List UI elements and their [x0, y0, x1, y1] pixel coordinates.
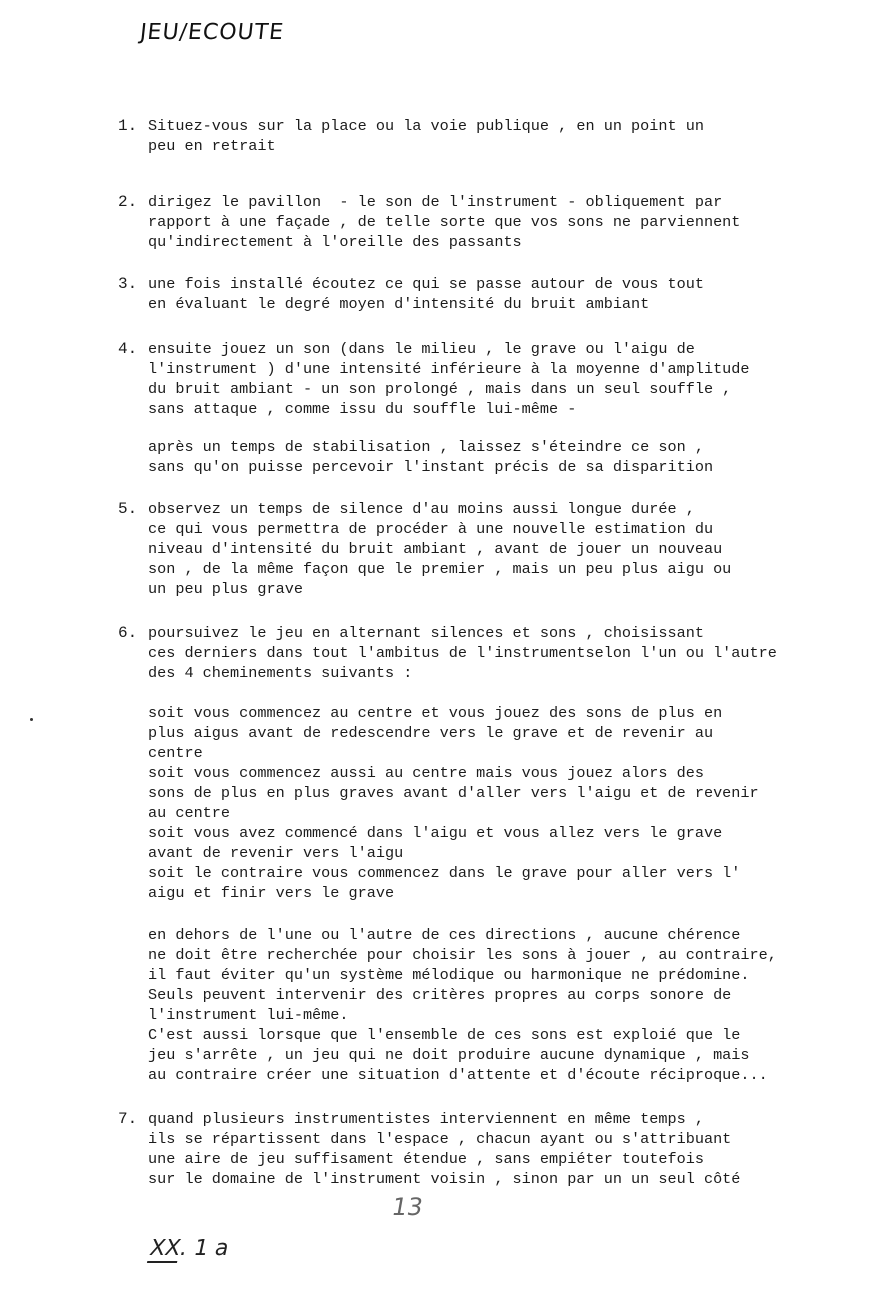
item-number: 2.	[118, 193, 138, 211]
text-line: l'instrument lui-même.	[148, 1006, 349, 1024]
text-line: ne doit être recherchée pour choisir les sons à jouer , au contraire,	[148, 946, 777, 964]
text-line: après un temps de stabilisation , laissez s'éteindre ce son ,	[148, 438, 704, 456]
text-line: qu'indirectement à l'oreille des passants	[148, 233, 522, 251]
page-title: JEU/ECOUTE	[138, 20, 286, 45]
text-line: aigu et finir vers le grave	[148, 884, 395, 902]
text-line: ce qui vous permettra de procéder à une nouvelle estimation du	[148, 520, 714, 538]
text-line: avant de revenir vers l'aigu	[148, 844, 404, 862]
text-line: soit vous commencez au centre et vous jouez des sons de plus en	[148, 704, 723, 722]
list-item	[112, 116, 857, 156]
text-line: des 4 cheminements suivants :	[148, 664, 413, 682]
list-item	[112, 274, 857, 314]
item-number: 7.	[118, 1110, 138, 1128]
text-line: jeu s'arrête , un jeu qui ne doit produire aucune dynamique , mais	[148, 1046, 750, 1064]
text-line: Situez-vous sur la place ou la voie publique , en un point un	[148, 117, 704, 135]
item-number: 5.	[118, 500, 138, 518]
text-line: du bruit ambiant - un son prolongé , mais dans un seul souffle ,	[148, 380, 732, 398]
instructions-list	[112, 116, 857, 1189]
text-line: une aire de jeu suffisament étendue , sans empiéter toutefois	[148, 1150, 704, 1168]
text-line: une fois installé écoutez ce qui se passe autour de vous tout	[148, 275, 704, 293]
text-line: ces derniers dans tout l'ambitus de l'instrumentselon l'un ou l'autre	[148, 644, 777, 662]
text-line: peu en retrait	[148, 137, 276, 155]
text-line: soit le contraire vous commencez dans le grave pour aller vers l'	[148, 864, 741, 882]
text-line: soit vous avez commencé dans l'aigu et vous allez vers le grave	[148, 824, 723, 842]
text-line: soit vous commencez aussi au centre mais vous jouez alors des	[148, 764, 704, 782]
text-line: Seuls peuvent intervenir des critères propres au corps sonore de	[148, 986, 732, 1004]
text-line: il faut éviter qu'un système mélodique ou harmonique ne prédomine.	[148, 966, 750, 984]
reference-prefix: XX	[147, 1236, 183, 1261]
list-item	[112, 499, 857, 599]
list-item	[112, 339, 857, 477]
list-item	[112, 1109, 857, 1189]
text-line: poursuivez le jeu en alternant silences et sons , choisissant	[148, 624, 704, 642]
text-line: sans qu'on puisse percevoir l'instant précis de sa disparition	[148, 458, 714, 476]
text-line: plus aigus avant de redescendre vers le grave et de revenir au	[148, 724, 714, 742]
list-item	[112, 623, 857, 1085]
margin-speck	[30, 718, 33, 721]
text-line: au contraire créer une situation d'attente et d'écoute réciproque...	[148, 1066, 768, 1084]
page-number: 13	[389, 1193, 426, 1221]
item-number: 6.	[118, 624, 138, 642]
text-line: centre	[148, 744, 203, 762]
text-line: niveau d'intensité du bruit ambiant , avant de jouer un nouveau	[148, 540, 723, 558]
text-line: en évaluant le degré moyen d'intensité du bruit ambiant	[148, 295, 650, 313]
reference-suffix: . 1 a	[177, 1236, 232, 1261]
text-line: C'est aussi lorsque que l'ensemble de ces sons est exploié que le	[148, 1026, 741, 1044]
text-line: ensuite jouez un son (dans le milieu , le grave ou l'aigu de	[148, 340, 695, 358]
text-line: quand plusieurs instrumentistes interviennent en même temps ,	[148, 1110, 704, 1128]
item-number: 4.	[118, 340, 138, 358]
text-line: dirigez le pavillon - le son de l'instrument - obliquement par	[148, 193, 723, 211]
text-line: sons de plus en plus graves avant d'aller vers l'aigu et de revenir	[148, 784, 759, 802]
item-number: 3.	[118, 275, 138, 293]
text-line: un peu plus grave	[148, 580, 303, 598]
text-line: ils se répartissent dans l'espace , chacun ayant ou s'attribuant	[148, 1130, 732, 1148]
text-line: l'instrument ) d'une intensité inférieure à la moyenne d'amplitude	[148, 360, 750, 378]
text-line: rapport à une façade , de telle sorte que vos sons ne parviennent	[148, 213, 741, 231]
text-line: observez un temps de silence d'au moins aussi longue durée ,	[148, 500, 695, 518]
item-number: 1.	[118, 117, 138, 135]
text-line: sur le domaine de l'instrument voisin , sinon par un un seul côté	[148, 1170, 741, 1188]
text-line: sans attaque , comme issu du souffle lui-même -	[148, 400, 577, 418]
text-line: au centre	[148, 804, 231, 822]
text-line: son , de la même façon que le premier , mais un peu plus aigu ou	[148, 560, 732, 578]
list-item	[112, 192, 857, 252]
archive-reference	[147, 1236, 231, 1261]
text-line: en dehors de l'une ou l'autre de ces directions , aucune chérence	[148, 926, 741, 944]
